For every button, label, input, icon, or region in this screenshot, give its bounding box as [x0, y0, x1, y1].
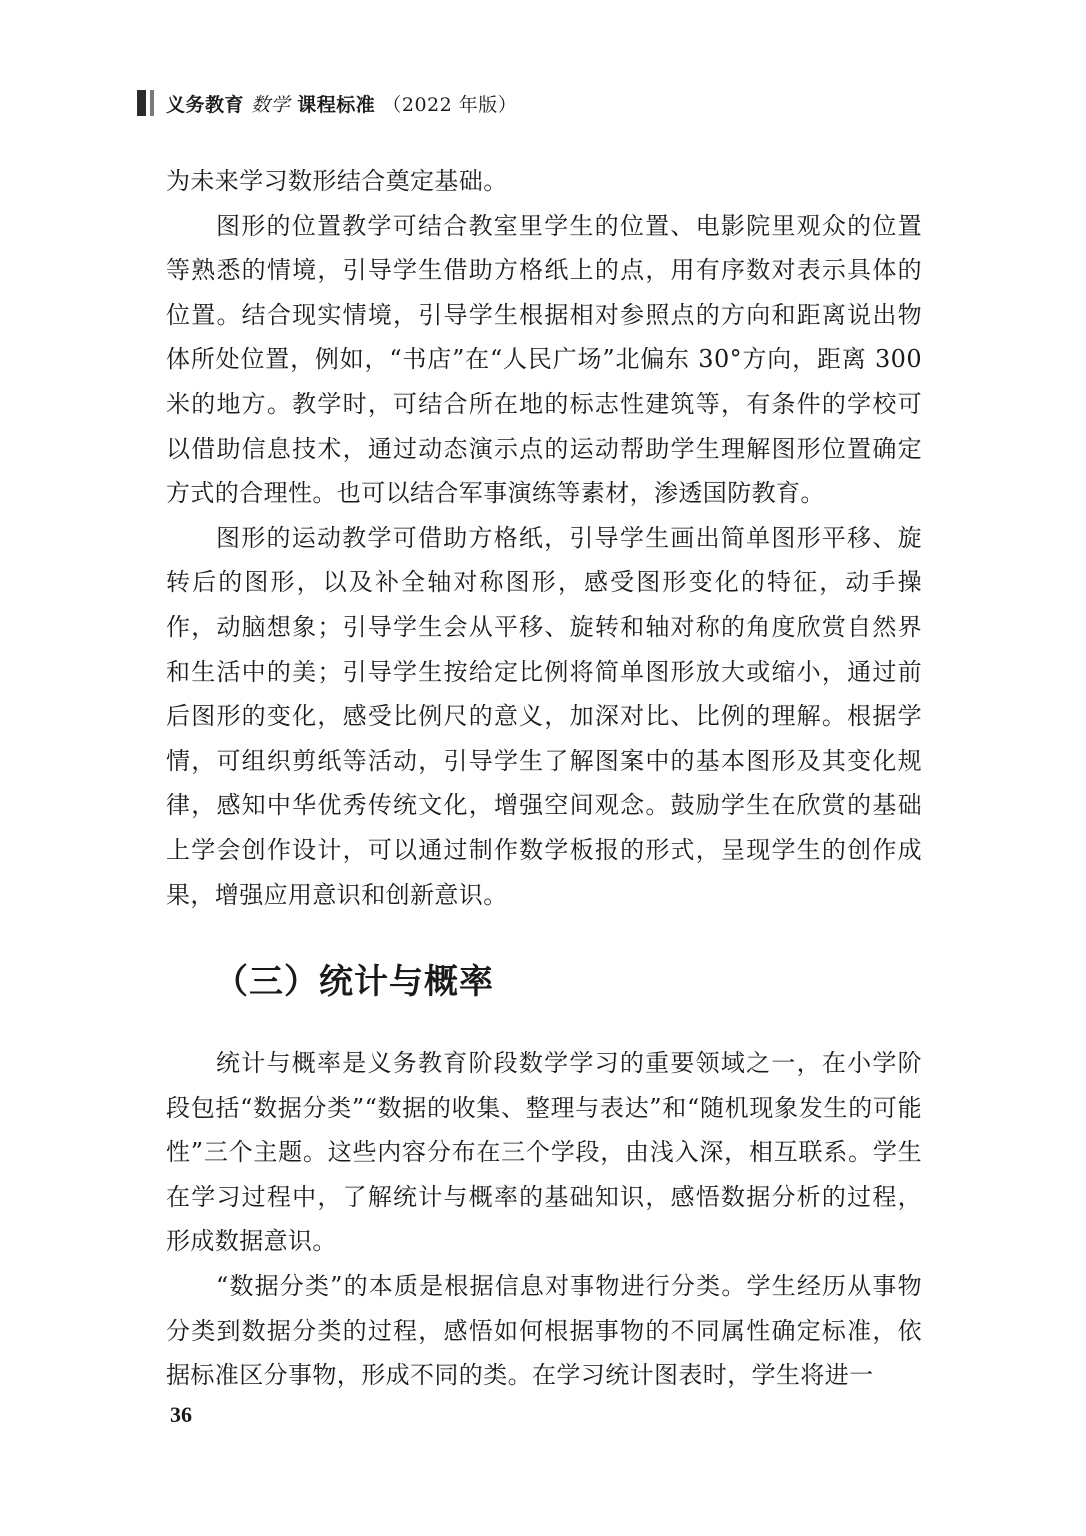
paragraph-position-teaching: 图形的位置教学可结合教室里学生的位置、电影院里观众的位置等熟悉的情境，引导学生借助方格纸上的点，用有序数对表示具体的位置。结合现实情境，引导学生根据相对参照点的方向和距离说出物体所处位置，例如，“书店”在“人民广场”北偏东 30°方向，距离 300 米的地方。教学时，可结合所在地的标志性建筑等，有条件的学校可以借助信息技术，通过动态演示点的运动帮助学生理解图形位置确定方式的合理性。也可以结合军事演练等素材，渗透国防教育。: [166, 211, 922, 508]
paragraph-statistics-intro: 统计与概率是义务教育阶段数学学习的重要领域之一，在小学阶段包括“数据分类”“数据的收集、整理与表达”和“随机现象发生的可能性”三个主题。这些内容分布在三个学段，由浅入深，相互联系。学生在学习过程中，了解统计与概率的基础知识，感悟数据分析的过程，形成数据意识。: [166, 1049, 922, 1256]
book-title-part3: 课程标准: [290, 93, 383, 116]
book-title-subject: 数学: [251, 93, 291, 116]
book-title-edition: （2022 年版）: [382, 93, 518, 116]
header-bar-icon: [137, 90, 154, 116]
paragraph-continuation: 为未来学习数形结合奠定基础。: [166, 167, 508, 195]
paragraph-data-classification: “数据分类”的本质是根据信息对事物进行分类。学生经历从事物分类到数据分类的过程，感悟如何根据事物的不同属性确定标准，依据标准区分事物，形成不同的类。在学习统计图表时，学生将进一: [166, 1272, 922, 1390]
book-title: [166, 90, 517, 117]
section-heading: （三）统计与概率: [214, 962, 494, 1003]
book-title-part1: 义务教育: [166, 93, 252, 116]
page-body: [166, 159, 922, 1398]
page-number: 36: [170, 1402, 192, 1427]
paragraph-motion-teaching: 图形的运动教学可借助方格纸，引导学生画出简单图形平移、旋转后的图形，以及补全轴对称图形，感受图形变化的特征，动手操作，动脑想象；引导学生会从平移、旋转和轴对称的角度欣赏自然界和生活中的美；引导学生按给定比例将简单图形放大或缩小，通过前后图形的变化，感受比例尺的意义，加深对比、比例的理解。根据学情，可组织剪纸等活动，引导学生了解图案中的基本图形及其变化规律，感知中华优秀传统文化，增强空间观念。鼓励学生在欣赏的基础上学会创作设计，可以通过制作数学板报的形式，呈现学生的创作成果，增强应用意识和创新意识。: [166, 523, 922, 909]
running-header: [137, 88, 517, 118]
